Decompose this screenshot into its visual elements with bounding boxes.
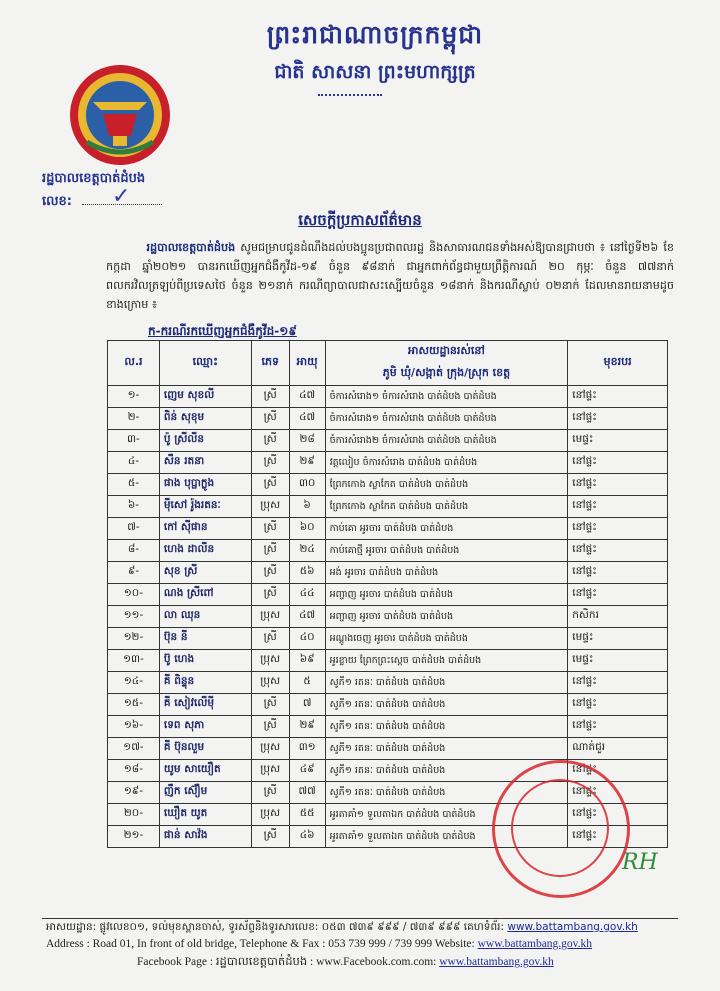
footer-website-link-khmer[interactable]: www.battambang.gov.kh xyxy=(507,921,638,933)
row-address: សូភី១ រតនៈ បាត់ដំបង បាត់ដំបង xyxy=(325,694,568,716)
row-address: វត្តលៀប ចំការសំរោង បាត់ដំបង បាត់ដំបង xyxy=(325,452,568,474)
row-sex: ប្រុស xyxy=(251,804,289,826)
row-sex: ស្រី xyxy=(251,628,289,650)
row-occupation: នៅផ្ទះ xyxy=(568,408,668,430)
row-address: កាប់គោ អូរចារ បាត់ដំបង បាត់ដំបង xyxy=(325,518,568,540)
row-occupation: នៅផ្ទះ xyxy=(568,694,668,716)
footer-address-english-text: Address : Road 01, In front of old bridge, Telephone & Fax : 053 739 999 / 739 999 Website: xyxy=(46,938,478,950)
footer-facebook-text: Facebook Page : រដ្ឋបាលខេត្តបាត់ដំបង : www.Facebook.com.com: xyxy=(137,956,440,968)
row-address: អូរតាគាំ១ ទួលតាឯក បាត់ដំបង បាត់ដំបង xyxy=(325,804,568,826)
row-occupation: មេផ្ទះ xyxy=(568,650,668,672)
col-header-no: ល.រ xyxy=(108,341,160,386)
table-row xyxy=(108,474,668,496)
row-name: ពិន់ សុខុម xyxy=(159,408,251,430)
row-age: ២៩ xyxy=(289,452,325,474)
row-sex: ស្រី xyxy=(251,694,289,716)
check-mark: ✓ xyxy=(112,184,131,209)
announcement-paragraph xyxy=(106,238,674,314)
table-row xyxy=(108,716,668,738)
row-sex: ស្រី xyxy=(251,408,289,430)
row-number: ១២- xyxy=(108,628,160,650)
table-row xyxy=(108,628,668,650)
row-age: ៧ xyxy=(289,694,325,716)
table-row xyxy=(108,738,668,760)
row-address: សូភី១ រតនៈ បាត់ដំបង បាត់ដំបង xyxy=(325,738,568,760)
row-address: សូភី១ រតនៈ បាត់ដំបង បាត់ដំបង xyxy=(325,782,568,804)
kingdom-heading: ព្រះរាជាណាចក្រកម្ពុជា xyxy=(266,20,484,49)
row-name: ផាង បុប្ផាក្លូង xyxy=(159,474,251,496)
department-name: រដ្ឋបាលខេត្តបាត់ដំបង xyxy=(42,171,146,186)
row-sex: ស្រី xyxy=(251,562,289,584)
row-number: ១៥- xyxy=(108,694,160,716)
footer-address-khmer-text: អាសយដ្ឋាន: ផ្លូវលេខ០១, ទល់មុខស្ពានចាស់, ទូរស័ព្ទនិងទូរសារលេខ: ០៥៣ ៧៣៩ ៩៩៩ / ៧៣៩ ៩៩៩ គេហទំព័រ: xyxy=(46,921,505,933)
col-header-address: អាសយដ្ឋានរស់នៅ xyxy=(325,341,568,364)
row-age: ៤៩ xyxy=(289,760,325,782)
row-age: ៦៩ xyxy=(289,650,325,672)
footer-address-english xyxy=(46,938,592,950)
row-number: ៩- xyxy=(108,562,160,584)
row-age: ៥ xyxy=(289,672,325,694)
col-header-occupation: មុខរបរ xyxy=(568,341,668,386)
row-number: ១៨- xyxy=(108,760,160,782)
table-row xyxy=(108,562,668,584)
row-address: សូភី១ រតនៈ បាត់ដំបង បាត់ដំបង xyxy=(325,716,568,738)
row-name: គី ប៊ុនលួម xyxy=(159,738,251,760)
row-name: លា ឈុន xyxy=(159,606,251,628)
row-name: ញឹក ស៊ឿម xyxy=(159,782,251,804)
row-age: ៥៥ xyxy=(289,804,325,826)
row-name: ណង ស្រីពៅ xyxy=(159,584,251,606)
row-number: ១- xyxy=(108,386,160,408)
row-address: អញ្ចាញ អូរចារ បាត់ដំបង បាត់ដំបង xyxy=(325,606,568,628)
table-row xyxy=(108,650,668,672)
row-name: ឃឿត យូត xyxy=(159,804,251,826)
row-occupation: នៅផ្ទះ xyxy=(568,540,668,562)
col-header-address-sub: ភូមិ ឃុំ/សង្កាត់ ក្រុង/ស្រុក ខេត្ត xyxy=(325,363,568,386)
row-age: ៤៧ xyxy=(289,606,325,628)
row-occupation: នៅផ្ទះ xyxy=(568,386,668,408)
row-sex: ប្រុស xyxy=(251,496,289,518)
row-address: អញ្ចាញ អូរចារ បាត់ដំបង បាត់ដំបង xyxy=(325,584,568,606)
row-sex: ប្រុស xyxy=(251,760,289,782)
row-sex: ប្រុស xyxy=(251,738,289,760)
row-age: ៤៤ xyxy=(289,584,325,606)
row-sex: ស្រី xyxy=(251,474,289,496)
row-name: ប៊ូ ហេង xyxy=(159,650,251,672)
row-address: កាប់គោថ្មី អូរចារ បាត់ដំបង បាត់ដំបង xyxy=(325,540,568,562)
table-row xyxy=(108,386,668,408)
col-header-sex: ភេទ xyxy=(251,341,289,386)
table-row xyxy=(108,518,668,540)
number-label: លេខ: xyxy=(42,194,72,209)
table-row xyxy=(108,606,668,628)
heading-ornament xyxy=(318,94,382,96)
row-sex: ស្រី xyxy=(251,386,289,408)
row-sex: ស្រី xyxy=(251,782,289,804)
row-number: ៥- xyxy=(108,474,160,496)
row-sex: ប្រុស xyxy=(251,650,289,672)
row-number: ១៦- xyxy=(108,716,160,738)
row-age: ៧៧ xyxy=(289,782,325,804)
row-number: ១៤- xyxy=(108,672,160,694)
table-row xyxy=(108,496,668,518)
row-name: គី ពិន្ទុន xyxy=(159,672,251,694)
row-name: ទេព សុភា xyxy=(159,716,251,738)
footer-divider xyxy=(42,918,678,919)
row-number: ១១- xyxy=(108,606,160,628)
row-sex: ស្រី xyxy=(251,584,289,606)
row-age: ៣១ xyxy=(289,738,325,760)
row-occupation: នៅផ្ទះ xyxy=(568,452,668,474)
row-age: ៤០ xyxy=(289,628,325,650)
row-occupation: មេផ្ទះ xyxy=(568,628,668,650)
row-name: ម៉ីសៅ រ៉ូងរតនៈ xyxy=(159,496,251,518)
row-address: អណ្តូងចេញ អូរចារ បាត់ដំបង បាត់ដំបង xyxy=(325,628,568,650)
footer-address-khmer xyxy=(46,921,638,936)
row-address: អូរខ្លាយ ព្រែកព្រះស្តេច បាត់ដំបង បាត់ដំបង xyxy=(325,650,568,672)
row-sex: ប្រុស xyxy=(251,606,289,628)
row-address: ចំការសំរោង១ ចំការសំរោង បាត់ដំបង បាត់ដំបង xyxy=(325,408,568,430)
table-row xyxy=(108,694,668,716)
row-address: សូភី១ រតនៈ បាត់ដំបង បាត់ដំបង xyxy=(325,672,568,694)
row-name: គី សៀវលើមុី xyxy=(159,694,251,716)
table-row xyxy=(108,672,668,694)
row-occupation: នៅផ្ទះ xyxy=(568,584,668,606)
row-occupation: នៅផ្ទះ xyxy=(568,804,668,826)
row-age: ២៨ xyxy=(289,430,325,452)
paragraph-lead: រដ្ឋបាលខេត្តបាត់ដំបង xyxy=(146,241,236,254)
row-occupation: នៅផ្ទះ xyxy=(568,782,668,804)
motto-heading: ជាតិ សាសនា ព្រះមហាក្សត្រ xyxy=(274,61,476,83)
row-age: ៥៦ xyxy=(289,562,325,584)
row-name: ហេង ដាលីន xyxy=(159,540,251,562)
row-age: ៤៧ xyxy=(289,386,325,408)
row-occupation: នៅផ្ទះ xyxy=(568,672,668,694)
footer-facebook xyxy=(137,954,554,971)
row-sex: ស្រី xyxy=(251,518,289,540)
table-row xyxy=(108,540,668,562)
row-name: ផាន់ សាវ៉ង xyxy=(159,826,251,848)
signature-initials: RH xyxy=(622,850,658,875)
row-sex: ស្រី xyxy=(251,452,289,474)
row-number: ១៧- xyxy=(108,738,160,760)
footer-facebook-link[interactable]: www.battambang.gov.kh xyxy=(439,956,554,968)
row-address: ព្រែកកោង ស្លាកែត បាត់ដំបង បាត់ដំបង xyxy=(325,496,568,518)
footer-website-link[interactable]: www.battambang.gov.kh xyxy=(477,938,593,950)
row-occupation: នៅផ្ទះ xyxy=(568,716,668,738)
row-name: កៅ ស៊ីផាន xyxy=(159,518,251,540)
row-occupation: នៅផ្ទះ xyxy=(568,760,668,782)
row-occupation: នៅផ្ទះ xyxy=(568,474,668,496)
row-address: ព្រែកកោង ស្លាកែត បាត់ដំបង បាត់ដំបង xyxy=(325,474,568,496)
row-number: ២- xyxy=(108,408,160,430)
row-name: ញេម សុខលី xyxy=(159,386,251,408)
row-name: ប៉ូ ស្រីលីន xyxy=(159,430,251,452)
row-sex: ស្រី xyxy=(251,430,289,452)
row-address: ចំការសំរោង២ ចំការសំរោង បាត់ដំបង បាត់ដំបង xyxy=(325,430,568,452)
row-address: អង់ អូរចារ បាត់ដំបង បាត់ដំបង xyxy=(325,562,568,584)
row-number: ៤- xyxy=(108,452,160,474)
row-number: ២០- xyxy=(108,804,160,826)
table-row xyxy=(108,430,668,452)
row-name: សឹន រតនា xyxy=(159,452,251,474)
row-address: សូភី១ រតនៈ បាត់ដំបង បាត់ដំបង xyxy=(325,760,568,782)
row-number: ១០- xyxy=(108,584,160,606)
row-name: ប៊ុន នី xyxy=(159,628,251,650)
row-number: ៨- xyxy=(108,540,160,562)
row-age: ៤៧ xyxy=(289,408,325,430)
row-occupation: នៅផ្ទះ xyxy=(568,826,668,848)
row-occupation: នៅផ្ទះ xyxy=(568,518,668,540)
col-header-age: អាយុ xyxy=(289,341,325,386)
table-row xyxy=(108,452,668,474)
document-title: សេចក្តីប្រកាសព័ត៌មាន xyxy=(298,211,422,229)
row-number: ២១- xyxy=(108,826,160,848)
row-number: ៦- xyxy=(108,496,160,518)
row-age: ៦ xyxy=(289,496,325,518)
row-sex: ស្រី xyxy=(251,540,289,562)
row-occupation: ណាត់ជួរ xyxy=(568,738,668,760)
table-row xyxy=(108,584,668,606)
row-name: សុខ ស្រី xyxy=(159,562,251,584)
row-occupation: នៅផ្ទះ xyxy=(568,562,668,584)
row-occupation: មេផ្ទះ xyxy=(568,430,668,452)
paragraph-body: សូមជម្រាបជូនដំណឹងដល់បងប្អូនប្រជាពលរដ្ឋ និងសាធារណជនទាំងអស់ឱ្យបានជ្រាបថា ៖ នៅថ្ងៃទី២៦ ខែកក្កដា ឆ្នាំ២០២១ បានរកឃើញអ្នកជំងឺកូវីដ-១៩ ចំនួន ៩៨នាក់ ជាអ្នកពាក់ព័ន្ធជាមួយព្រឹត្តិការណ៍ ២០ កុម្ភៈ ចំនួន ៧៧នាក់ ពលករវិលត្រឡប់ពីប្រទេសថៃ ចំនួន ២១នាក់ ករណីព្យាបាលជាសះស្បើយចំនួន ១៨នាក់ និងករណីស្លាប់ ០២នាក់ ដែលមានរាយនាមដូចខាងក្រោម ៖ xyxy=(106,241,675,311)
row-number: ១៩- xyxy=(108,782,160,804)
row-address: អូរតាគាំ១ ទួលតាឯក បាត់ដំបង បាត់ដំបង xyxy=(325,826,568,848)
row-age: ៦០ xyxy=(289,518,325,540)
row-number: ៧- xyxy=(108,518,160,540)
row-age: ២៤ xyxy=(289,540,325,562)
section-heading: ក-ករណីរកឃើញអ្នកជំងឺកូវីដ-១៩ xyxy=(148,324,297,338)
row-age: ៤៦ xyxy=(289,826,325,848)
row-number: ៣- xyxy=(108,430,160,452)
row-address: ចំការសំរោង១ ចំការសំរោង បាត់ដំបង បាត់ដំបង xyxy=(325,386,568,408)
official-seal-stamp xyxy=(492,760,630,898)
row-age: ៣០ xyxy=(289,474,325,496)
row-occupation: កសិករ xyxy=(568,606,668,628)
row-name: យូម សាយឿត xyxy=(159,760,251,782)
table-row xyxy=(108,408,668,430)
row-number: ១៣- xyxy=(108,650,160,672)
row-age: ២៩ xyxy=(289,716,325,738)
provincial-emblem-logo xyxy=(67,62,173,168)
row-sex: ស្រី xyxy=(251,826,289,848)
col-header-name: ឈ្មោះ xyxy=(159,341,251,386)
row-sex: ស្រី xyxy=(251,716,289,738)
row-sex: ប្រុស xyxy=(251,672,289,694)
row-occupation: នៅផ្ទះ xyxy=(568,496,668,518)
